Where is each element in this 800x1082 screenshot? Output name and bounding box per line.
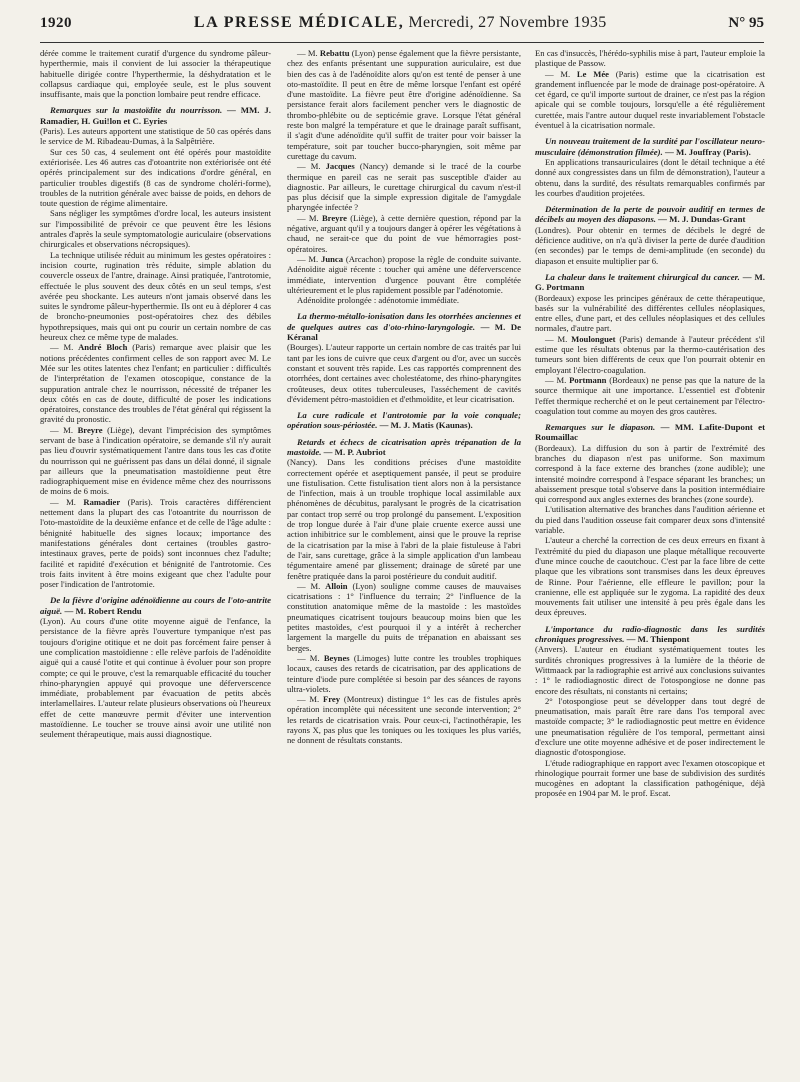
header-journal-title: LA PRESSE MÉDICALE, bbox=[193, 14, 405, 31]
paragraph-text: (Arcachon) propose la règle de conduite suivante. Adénoïdite aiguë récente : toucher qui amène une déferverscence immédiate, intervention d'urgence pouvant être complétée ultérieurement et le plus rapidement possible par l'adénotomie. bbox=[287, 253, 521, 295]
heading-title: De la fièvre d'origine adénoïdienne au cours de l'oto-antrite aiguë. bbox=[40, 595, 271, 616]
heading-author: J. Ramadier, H. Gui!lon et C. Eyries bbox=[40, 105, 271, 126]
column-3 bbox=[535, 48, 765, 1072]
section-heading bbox=[287, 311, 521, 342]
author-name: Le Mée bbox=[576, 68, 609, 79]
paragraph: (Paris). Les auteurs apportent une statistique de 50 cas opérés dans le service de M. Ribadeau-Dumas, à la Salpêtrière. bbox=[40, 126, 271, 147]
heading-location: (Kaunas). bbox=[435, 420, 473, 431]
author-name: André Bloch bbox=[78, 342, 128, 353]
paragraph-text: (Paris) estime que la cicatrisation est grandement influencée par le mode de drainage post-opératoire. A cet égard, ce qu'il importe surtout de drainer, ce n'est pas la région apicale qui se comble toujours, lorsqu'elle a été régulièrement curettée, mais l'antre autour duquel reste invariablement l'obstacle éventuel à la cicatrisation normale. bbox=[535, 68, 765, 131]
discussion-paragraph bbox=[40, 497, 271, 590]
paragraph-text: (Paris) demande à l'auteur précédent s'il estime que les résultats obtenus par la thermo-cautérisation des tumeurs sont bien différents de ceux que l'on pourrait obtenir en employant l'électro-coagulation. bbox=[535, 333, 765, 375]
paragraph-text: (Bordeaux) ne pense pas que la nature de la source thermique ait une importance. L'essentiel est d'obtenir l'effet thermique recherché et on le peut certainement par l'électro-coagulation tout comme au moyen des gros cautères. bbox=[535, 374, 765, 416]
byline-prefix: — M. bbox=[297, 253, 319, 264]
paragraph: Adénoïdite prolongée : adénotomie immédiate. bbox=[297, 295, 460, 306]
paragraph-text: (Montreux) distingue 1° les cas de fistules après opération incomplète qui nécessitent une seconde intervention; 2° les retards de cicatrisation vrais. Pour ceux-ci, l'actinothérapie, les rayons X, pas plus que les toniques ou les toxiques les plus variés, ne donnent de résultats constants. bbox=[287, 694, 521, 746]
author-name: Breyre bbox=[77, 424, 103, 435]
author-name: Rebattu bbox=[319, 48, 350, 58]
paragraph: En cas d'insuccès, l'hérédo-syphilis mise à part, l'auteur emploie la plastique de Passow. bbox=[535, 48, 765, 69]
author-name: Beynes bbox=[323, 652, 350, 663]
byline-prefix: — M. bbox=[297, 48, 318, 58]
paragraph: L'étude radiographique en rapport avec l'examen otoscopique et rhinologique pourrait former une base de subdivision des surdités mucogènes en adoptant la classification pathogénique, déjà proposée en 1904 par M. le prof. Escat. bbox=[535, 757, 765, 799]
paragraph: dérée comme le traitement curatif d'urgence du syndrome pâleur-hyperthermie, mais il convient de lui associer la thérapeutique habituelle dirigée contre l'hyperthermie, la déshydratation et le collapsus cardiaque qui, employée seule, est le plus souvent insuffisante, mais que la ponction lombaire peut rendre efficace. bbox=[40, 48, 271, 100]
heading-author: Lafite-Dupont et Roumaillac bbox=[535, 422, 765, 443]
heading-title: La chaleur dans le traitement chirurgical du cancer. bbox=[545, 271, 740, 282]
byline-prefix: — M. bbox=[297, 580, 321, 591]
heading-byline-prefix: — M. bbox=[64, 605, 86, 616]
paragraph-text: (Paris) remarque avec plaisir que les notions précédentes confirment celles de son rapport avec M. Le Mée sur les otites latentes chez l'enfant; en particulier : difficultés de l'interprétation de l'examen otoscopique, constance de la suppuration antrale chez le nourrisson, nécessité de trépaner les deux côtés en cas de doute, difficulté de poser les indications opératoires, constance des troubles de l'état général qui régissent la gravité du pronostic. bbox=[40, 342, 271, 425]
discussion-paragraph bbox=[287, 161, 521, 212]
heading-author: Robert Rendu bbox=[88, 605, 142, 616]
byline-prefix: — M. bbox=[545, 68, 571, 79]
byline-prefix: — M. bbox=[297, 212, 319, 223]
section-heading bbox=[40, 595, 271, 616]
byline-prefix: — M. bbox=[297, 161, 321, 172]
heading-byline-prefix: — M. bbox=[626, 634, 649, 645]
discussion-paragraph bbox=[535, 69, 765, 131]
section-heading bbox=[40, 105, 271, 126]
discussion-paragraph bbox=[287, 254, 521, 295]
heading-author: G. Portmann bbox=[535, 282, 585, 293]
paragraph-text: (Nancy) demande si le tracé de la courbe thermique en pareil cas ne serait pas susceptible d'aider au diagnostic. Par ailleurs, le curettage chirurgical du cavum n'est-il pas plus décisif que la simple expression digitale de l'amygdale pharyngée infectée ? bbox=[287, 161, 521, 213]
paragraph-text: (Liège), devant l'imprécision des symptômes servant de base à l'indication opératoire, se demande s'il n'y aurait pas lieu d'ouvrir systématiquement l'antre dans tous les cas d'otite du nourrisson qui ne guérissent pas dans un délai donné, il signale par ailleurs que la pneumatisation mastoïdienne peut être radiographiquement mise en évidence même chez des nourrissons de moins de 6 mois. bbox=[40, 424, 271, 497]
header-rule bbox=[40, 42, 764, 43]
discussion-paragraph bbox=[535, 375, 765, 416]
paragraph: L'utilisation alternative des branches dans l'audition aérienne et du pied dans l'audition osseuse fait comparer deux sons d'intensité variable. bbox=[535, 504, 765, 536]
section-heading bbox=[287, 437, 521, 458]
byline-prefix: — M. bbox=[545, 333, 568, 344]
paragraph: (Londres). Pour obtenir en termes de décibels le degré de déficience auditive, on n'a qu'à diviser la perte de durée d'audition (en secondes) par le temps de demi-amplitude (en seconde) du diapason et ensuite multiplier par 6. bbox=[535, 224, 765, 266]
section-heading bbox=[535, 204, 765, 225]
header-issue-number: N° 95 bbox=[728, 15, 764, 31]
paragraph: Sans négliger les symptômes d'ordre local, les auteurs insistent sur l'impossibilité de prévoir ce que peuvent être les lésions antrales d'après la seule symptomatologie auriculaire (observations chirurgicales et observations nécropsiques). bbox=[40, 208, 271, 250]
discussion-paragraph bbox=[287, 694, 521, 745]
heading-location: (Paris). bbox=[723, 146, 751, 157]
author-name: Frey bbox=[323, 694, 341, 705]
paragraph: (Anvers). L'auteur en étudiant systématiquement toutes les surdités chroniques progressives à la lumière de la théorie de Wittmaack par la radiographie est arrivé aux conclusions suivantes : 1° le radiodiagnostic direct de l'otospongiose ne donne pas encore des résultats, ni constants ni certains; bbox=[535, 644, 765, 696]
heading-title: Remarques sur le diapason. bbox=[545, 422, 656, 433]
heading-title: Un nouveau traitement de la surdité par l'oscillateur neuro-musculaire (démonstration filmée). bbox=[535, 136, 765, 157]
heading-author: Thienpont bbox=[650, 634, 690, 645]
paragraph: La technique utilisée réduit au minimum les gestes opératoires : incision courte, rugination très réduite, simple ablation du couvercle osseux de l'antre, drainage. Ainsi pratiquée, l'antrotomie, effectuée le plus souvent des deux côtés en un seul temps, s'est avérée peu shockante. Les auteurs n'ont jamais observé dans les suites le syndrome pâleur-hyperthermie. Ils ont eu à déplorer 4 cas de broncho-pneumonies post-opératoires chez des débiles hypothrepsiques, mais qui ont pu courir un certain nombre de cas heureux chez ce même type de malades. bbox=[40, 249, 271, 343]
paragraph: (Bourges). L'auteur rapporte un certain nombre de cas traités par lui tant par les ions de cuivre que ceux d'argent ou d'or, avec un succès constant et souvent très rapide. Les cas rapportés comprennent des otorrhées, dont certaines avec cholestéatome, des rhino-pharyngites croûteuses, deux otites tuberculeuses, l'asséchement de cavités d'évidement pétro-mastoïdien et d'ethmoïdite, et leur cicatrisation. bbox=[287, 342, 521, 404]
heading-author: P. Aubriot bbox=[347, 446, 386, 457]
discussion-paragraph bbox=[287, 48, 521, 161]
heading-title: La thermo-métallo-ionisation dans les otorrhées anciennes et de quelques autres cas d'oto-rhino-laryngologie. bbox=[287, 311, 521, 332]
heading-title: L'importance du radio-diagnostic dans les surdités chroniques progressives. bbox=[535, 623, 765, 645]
author-name: Alloin bbox=[325, 580, 348, 591]
author-name: Portmann bbox=[569, 374, 607, 385]
paragraph: Sur ces 50 cas, 4 seulement ont été opérés pour mastoïdite extériorisée. Les 46 autres cas d'otoantrite non extériorisée ont été opérés principalement sur des indications d'ordre général, en particulier troubles digestifs (8 cas de syndrome choléri-forme), troubles de la nutrition générale avec baisse de poids, en dehors de toute question de régime alimentaire. bbox=[40, 146, 271, 209]
paragraph: (Nancy). Dans les conditions précises d'une mastoïdite correctement opérée et aseptiquement pansée, il peut se produire une fistulisation. Cette fistulisation tient alors non à la persistance de l'infection, mais à un trouble trophique local assimilable aux phénomènes de décubitus, paralysant le progrès de la cicatrisation par contact trop serré ou trop prolongé du pansement. L'exposition de trop longue durée à l'air d'une plaie cruente exerce aussi une action inhibitrice sur le comblement, ainsi que le prouve la reprise de la cicatrisation par la mise à l'abri de la plaie fistuleuse à l'abri de l'air, sans curettage, grâce à la simple application d'un lambeau tégumentaire amené par glissement; drainage de sûreté par une fenêtre pratiquée dans la paroi postérieure du conduit auditif. bbox=[287, 457, 521, 581]
paragraph: (Bordeaux) expose les principes généraux de cette thérapeutique, basés sur la vulnérabilité des différentes cellules néoplasiques, entre elles, d'une part, et des cellules néoplasiques et des cellules normales, d'autre part. bbox=[535, 292, 765, 334]
heading-byline-prefix: — M. bbox=[480, 321, 506, 332]
byline-prefix: — M. bbox=[297, 652, 320, 663]
column-1 bbox=[40, 48, 271, 1072]
paragraph-text: (Liège), à cette dernière question, répond par la négative, arguant qu'il y a toujours danger à opérer les végétations à chaud, ne serait-ce que du point de vue hémorragies post-opératoires. bbox=[287, 212, 521, 254]
byline-prefix: — M. bbox=[297, 694, 320, 705]
byline-prefix: — M. bbox=[50, 424, 73, 435]
discussion-paragraph bbox=[40, 425, 271, 497]
paragraph: (Bordeaux). La diffusion du son à partir de l'extrémité des branches du diapason n'est pas uniforme. Son maximum correspond à la face externe des branches (zone audible); une intensité moindre correspond à l'espace séparant les branches; un abaissement presque total s'observe dans la position intermédiaire qui correspond aux angles externes des branches (zone sourde). bbox=[535, 442, 765, 505]
section-heading bbox=[287, 410, 521, 431]
header-date: Mercredi, 27 Novembre 1935 bbox=[408, 14, 607, 31]
byline-prefix: — M. bbox=[50, 496, 76, 507]
heading-title: La cure radicale et l'antrotomie par la voie conquale; opération sous-périostée. bbox=[287, 410, 521, 431]
byline-prefix: — M. bbox=[50, 342, 74, 353]
paragraph-text: (Lyon) pense également que la fièvre persistante, chez des enfants présentant une suppuration auriculaire, est due bien des cas à de l'adénoïdite alors qu'on est tenté de penser à une oto-mastoïdite. Il peut en être de même lorsque l'enfant est opéré d'une mastoïdite. La fièvre peut être d'origine adénoïdienne. Sa persistance ferait alors facilement pencher vers le diagnostic de thrombo-phlébite ou de septicémie grave. Lorsque l'état général reste bon malgré la température et que le drainage paraît suffisant, il s'agit d'une adénoïdite qu'il suffit de traiter pour voir baisser la température, soit par toucher bucco-pharyngien, soit même par curettage du cavum. bbox=[287, 48, 521, 161]
heading-byline-prefix: — M. bbox=[658, 214, 680, 225]
discussion-paragraph bbox=[535, 334, 765, 375]
heading-author: De Kéranal bbox=[287, 321, 521, 343]
discussion-paragraph bbox=[287, 581, 521, 653]
author-name: Ramadier bbox=[83, 496, 121, 507]
heading-byline-prefix: — MM. bbox=[227, 105, 260, 116]
paragraph-text: (Lyon) souligne comme causes de mauvaises cicatrisations : 1° l'influence du terrain; 2° l'influence de la constitution anatomique même de la mastoïde : les mastoïdes pneumatiques cicatrisent toujours beaucoup moins bien que les petites mastoïdes, c'est pourquoi il y a intérêt à rechercher largement la margelle du puits de trépanation en abaissant ses berges. bbox=[287, 580, 521, 653]
discussion-paragraph bbox=[287, 653, 521, 694]
author-name: Junca bbox=[321, 253, 344, 264]
header-year: 1920 bbox=[40, 15, 72, 31]
discussion-paragraph bbox=[287, 213, 521, 254]
heading-byline-prefix: — M. bbox=[742, 271, 765, 282]
heading-title: Remarques sur la mastoïdite du nourrisson. bbox=[50, 105, 223, 116]
byline-prefix: — M. bbox=[545, 374, 567, 385]
heading-title: Retards et échecs de cicatrisation après trépanation de la mastoïde. bbox=[287, 436, 521, 457]
section-heading bbox=[535, 272, 765, 293]
heading-byline-prefix: — M. bbox=[323, 446, 346, 457]
heading-byline-prefix: — M. bbox=[379, 420, 402, 431]
heading-author: Jouffray bbox=[688, 146, 721, 157]
author-name: Breyre bbox=[321, 212, 347, 223]
paragraph: (Lyon). Au cours d'une otite moyenne aiguë de l'enfance, la persistance de la fièvre après l'ouverture tympanique n'est pas toujours d'origine otitique et ne doit pas forcément faire penser à une complication mastoïdienne : elle relève parfois de l'adénoïdite aiguë qui a causé l'otite et qui continue à évoluer pour son propre compte; ce qui le prouve, c'est la remarquable efficacité du toucher rhino-pharyngien appuyé qui provoque une déferverscence immédiate, probablement par évacuation de petits abcès interlamellaires. L'auteur relate plusieurs observations où l'heureux effet de cette manœuvre permit d'éviter une intervention mastoïdienne. Le toucher se trouve ainsi avoir une utilité non seulement thérapeutique, mais aussi diagnostique. bbox=[40, 616, 271, 740]
author-name: Jacques bbox=[325, 161, 355, 172]
running-header bbox=[40, 14, 764, 40]
section-heading bbox=[535, 136, 765, 157]
author-name: Moulonguet bbox=[571, 333, 616, 344]
section-heading bbox=[535, 422, 765, 443]
heading-title: Détermination de la perte de pouvoir auditif en termes de décibels au moyen des diapasons. bbox=[535, 204, 765, 225]
paragraph-text: (Paris). Trois caractères différencient nettement dans la plupart des cas l'otoantrite du nourrisson de l'oto-mastoïdite de la deuxième enfance et de celle de l'âge adulte : bénignité habituelle des signes locaux; importance des manifestations générales dont certaines (troubles gastro-intestinaux graves, perte de poids) sont inconnues chez l'adulte; facilité et rapidité d'exécution et bénignité de l'antrotomie. Ces trois faits invitent à être moins exigeant que chez l'adulte pour poser l'indication de l'antrotomie. bbox=[40, 496, 271, 590]
heading-author: J. Matis bbox=[403, 420, 434, 431]
paragraph: L'auteur a cherché la correction de ces deux erreurs en fixant à l'extrémité du pied du diapason une plaque métallique recouverte d'une mince couche de caoutchouc. C'est par la face libre de cette plaque que les vibrations sont transmises dans les deux épreuves de Rinne. Pour l'aérienne, elle effleure le pavillon; pour la cranienne, elle est appliquée sur le zygoma. La rapidité des deux mouvements fait utiliser une intensité à peu près égale dans les deux épreuves. bbox=[535, 535, 765, 618]
heading-byline-prefix: — MM. bbox=[660, 422, 694, 433]
column-2 bbox=[287, 48, 521, 1072]
heading-byline-prefix: — M. bbox=[665, 146, 687, 157]
header-title-date bbox=[194, 14, 607, 32]
section-heading bbox=[535, 624, 765, 645]
paragraph-text: (Limoges) lutte contre les troubles trophiques locaux, causes des retards de cicatrisation, par des applications de teinture d'iode pure complétée si besoin par des séances de rayons ultra-violets. bbox=[287, 652, 521, 694]
heading-author: J. Dundas-Grant bbox=[681, 214, 746, 225]
paragraph: En applications transauriculaires (dont le détail technique a été donné aux congressistes dans un film de démonstration), l'auteur a obtenu, dans la surdité, des résultats remarquables confirmés par les courbes d'audition projetées. bbox=[535, 156, 765, 198]
paragraph: 2° l'otospongiose peut se développer dans tout degré de pneumatisation, mais paraît être rare dans l'os temporal avec mastoïde compacte; 3° le radiodiagnostic peut mettre en évidence une pneumatisation régulière de l'os temporal, permettant ainsi d'exclure une otite moyenne adhésive et de poser indirectement le diagnostic d'otospongiose. bbox=[535, 695, 765, 758]
discussion-paragraph bbox=[40, 342, 271, 424]
